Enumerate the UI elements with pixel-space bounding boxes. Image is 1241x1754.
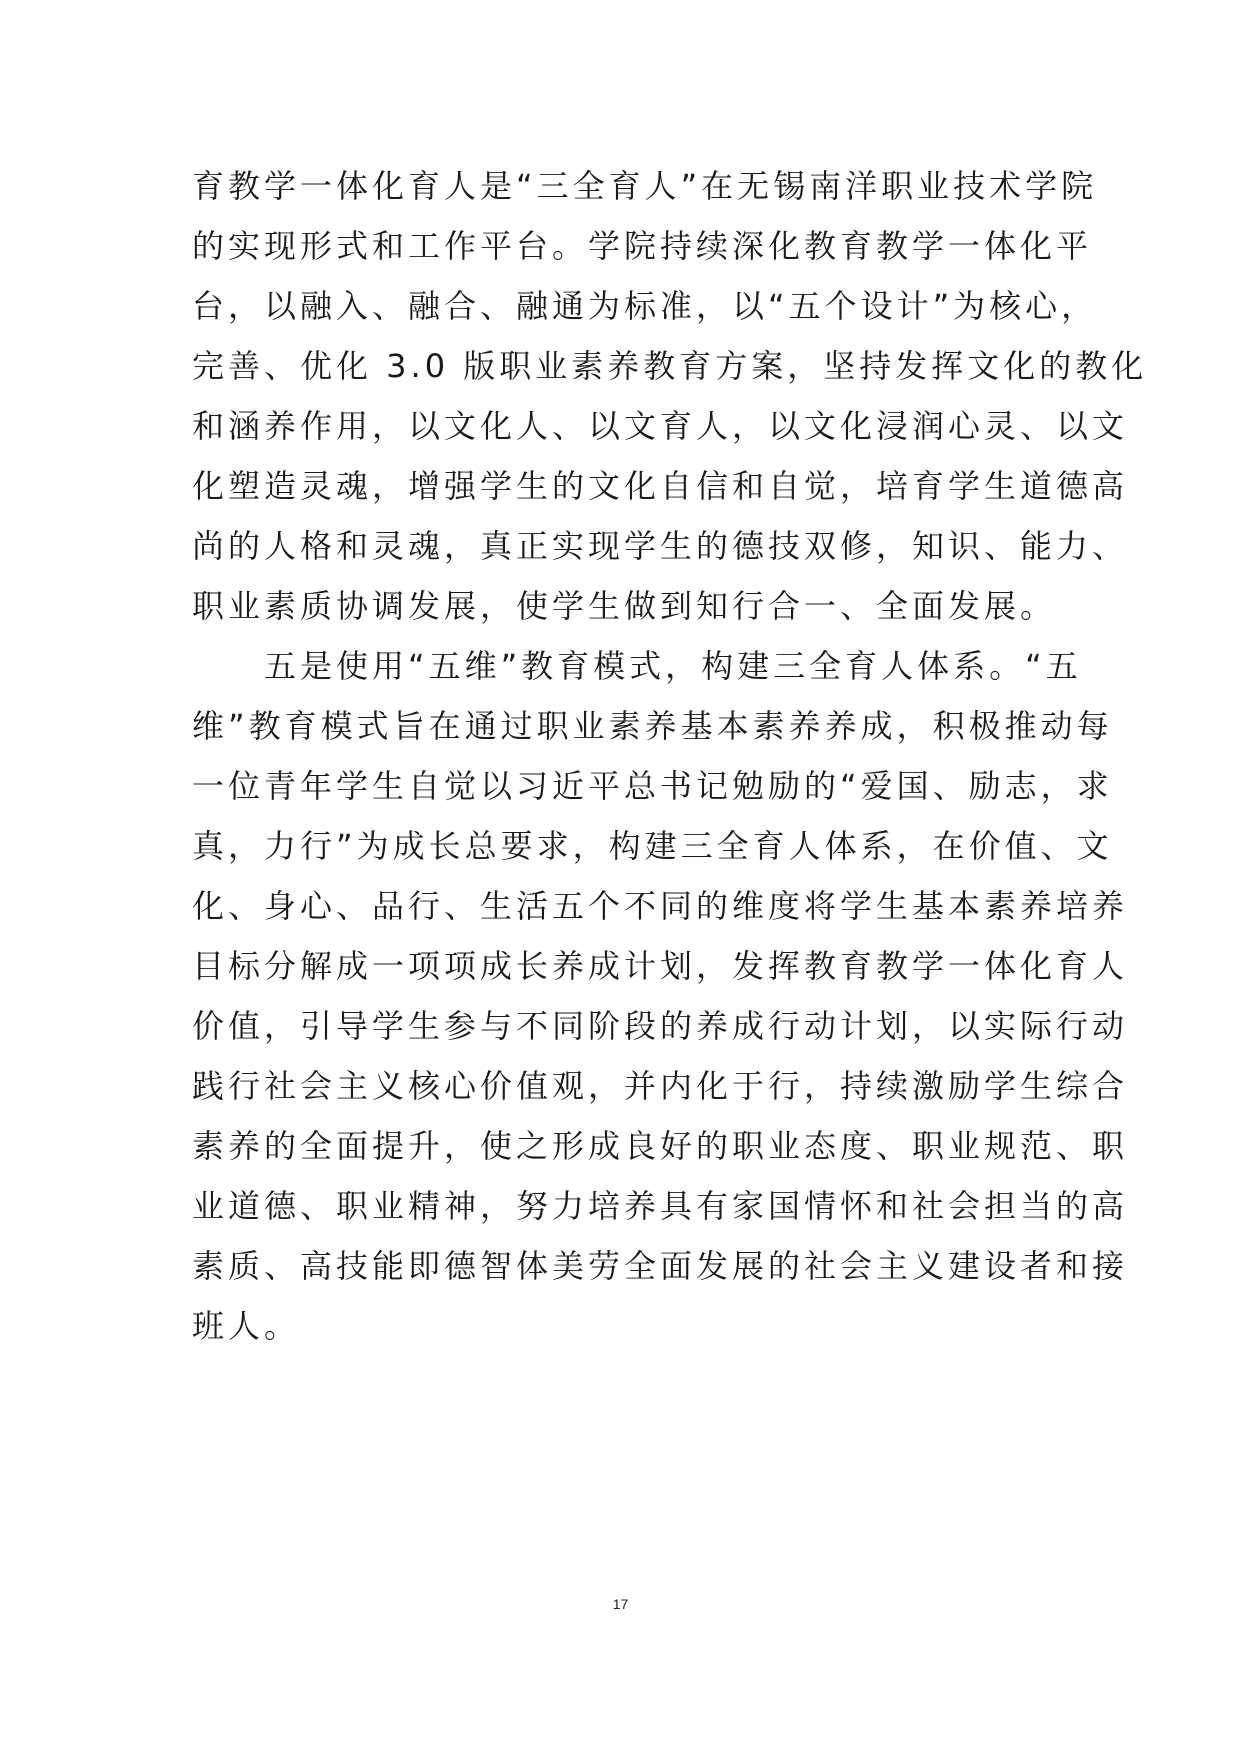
text-line: 五是使用“五维”教育模式，构建三全育人体系。“五 xyxy=(192,647,1082,685)
text-line: 价值，引导学生参与不同阶段的养成行动计划，以实际行动 xyxy=(192,1007,1129,1045)
text-line: 目标分解成一项项成长养成计划，发挥教育教学一体化育人 xyxy=(192,947,1129,985)
text-line: 台，以融入、融合、融通为标准，以“五个设计”为核心， xyxy=(192,287,1098,325)
text-line: 的实现形式和工作平台。学院持续深化教育教学一体化平 xyxy=(192,227,1093,265)
text-line: 完善、优化 3.0 版职业素养教育方案，坚持发挥文化的教化 xyxy=(192,347,1148,385)
text-line: 业道德、职业精神，努力培养具有家国情怀和社会担当的高 xyxy=(192,1187,1129,1225)
body-text xyxy=(192,156,1148,1356)
text-line: 尚的人格和灵魂，真正实现学生的德技双修，知识、能力、 xyxy=(192,527,1129,565)
text-line: 化塑造灵魂，增强学生的文化自信和自觉，培育学生道德高 xyxy=(192,467,1129,505)
text-line: 化、身心、品行、生活五个不同的维度将学生基本素养培养 xyxy=(192,887,1129,925)
page-number: 17 xyxy=(612,1596,629,1612)
text-line: 和涵养作用，以文化人、以文育人，以文化浸润心灵、以文 xyxy=(192,407,1129,445)
text-line: 真，力行”为成长总要求，构建三全育人体系，在价值、文 xyxy=(192,827,1113,865)
text-line: 职业素质协调发展，使学生做到知行合一、全面发展。 xyxy=(192,587,1057,625)
text-line: 育教学一体化育人是“三全育人”在无锡南洋职业技术学院 xyxy=(192,167,1098,205)
text-line: 一位青年学生自觉以习近平总书记勉励的“爱国、励志，求 xyxy=(192,767,1113,805)
text-line: 践行社会主义核心价值观，并内化于行，持续激励学生综合 xyxy=(192,1067,1129,1105)
text-line: 班人。 xyxy=(192,1307,301,1345)
text-line: 维”教育模式旨在通过职业素养基本素养养成，积极推动每 xyxy=(192,707,1113,745)
text-line: 素质、高技能即德智体美劳全面发展的社会主义建设者和接 xyxy=(192,1247,1129,1285)
text-line: 素养的全面提升，使之形成良好的职业态度、职业规范、职 xyxy=(192,1127,1129,1165)
